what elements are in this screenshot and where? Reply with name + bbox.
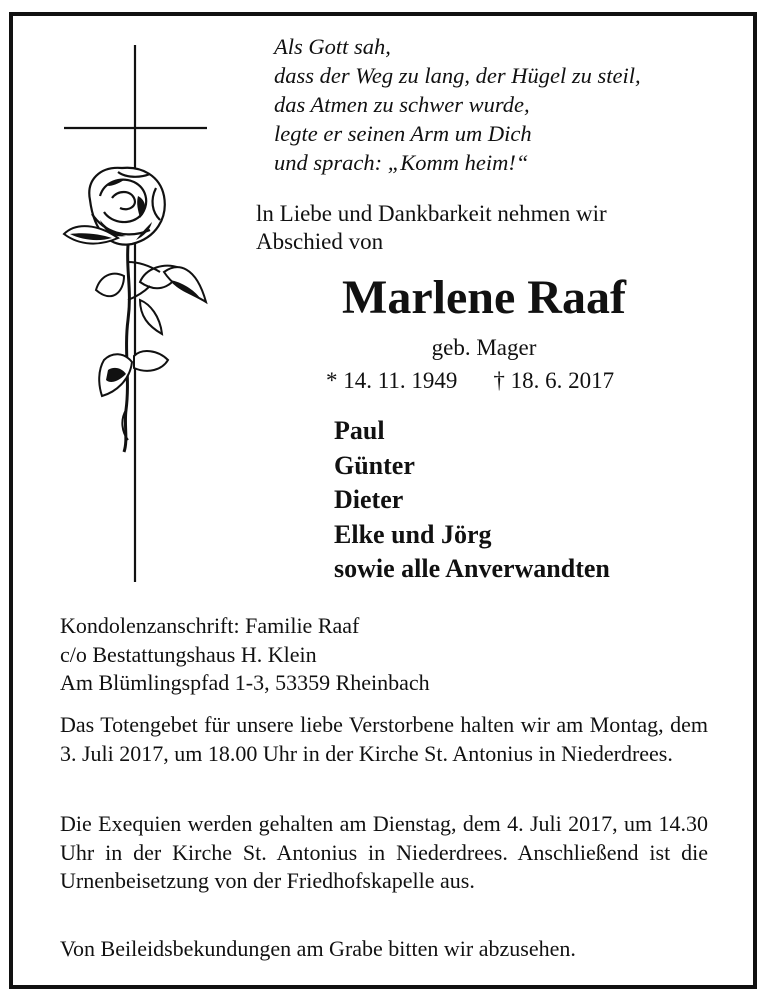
death-date: † 18. 6. 2017 [493,368,615,393]
birth-date: * 14. 11. 1949 [326,368,458,393]
poem-line: das Atmen zu schwer wurde, [274,92,530,117]
life-dates [326,366,614,396]
mourner: Elke und Jörg [334,519,492,549]
mourner: Dieter [334,485,404,514]
condolence-address [60,612,430,698]
poem-line: legte er seinen Arm um Dich [274,121,532,146]
birth-name: geb. Mager [431,335,537,360]
poem [274,32,641,177]
intro-line: Abschied von [256,229,384,254]
poem-line: dass der Weg zu lang, der Hügel zu steil, [274,63,641,88]
mourner: Günter [334,450,415,480]
poem-line: Als Gott sah, [274,34,391,59]
closing-note: Von Beileidsbekundungen am Grabe bitten wir abzusehen. [60,936,576,961]
mourner: sowie alle Anverwandten [334,554,610,583]
poem-line: und sprach: „Komm heim!“ [274,150,529,175]
mourner: Paul [334,416,385,445]
mourners-list [334,414,610,587]
deceased-name: Marlene Raaf [342,271,626,324]
address-line: Am Blümlingspfad 1-3, 53359 Rheinbach [60,670,430,695]
address-line: c/o Bestattungshaus H. Klein [60,641,317,667]
exequies-paragraph: Die Exequien werden gehalten am Dienstag, dem 4. Juli 2017, um 14.30 Uhr in der Kirche St. Antonius in Niederdrees. Anschließend ist die Urnenbeisetzung von der Friedhofskapelle aus. [60,811,708,893]
intro-line: ln Liebe und Dankbarkeit nehmen wir [256,201,607,226]
prayer-paragraph: Das Totengebet für unsere liebe Verstorbene halten wir am Montag, dem 3. Juli 2017, um 18.00 Uhr in der Kirche St. Antonius in Niederdrees. [60,712,708,766]
address-line: Kondolenzanschrift: Familie Raaf [60,613,360,638]
intro-text [256,200,607,256]
